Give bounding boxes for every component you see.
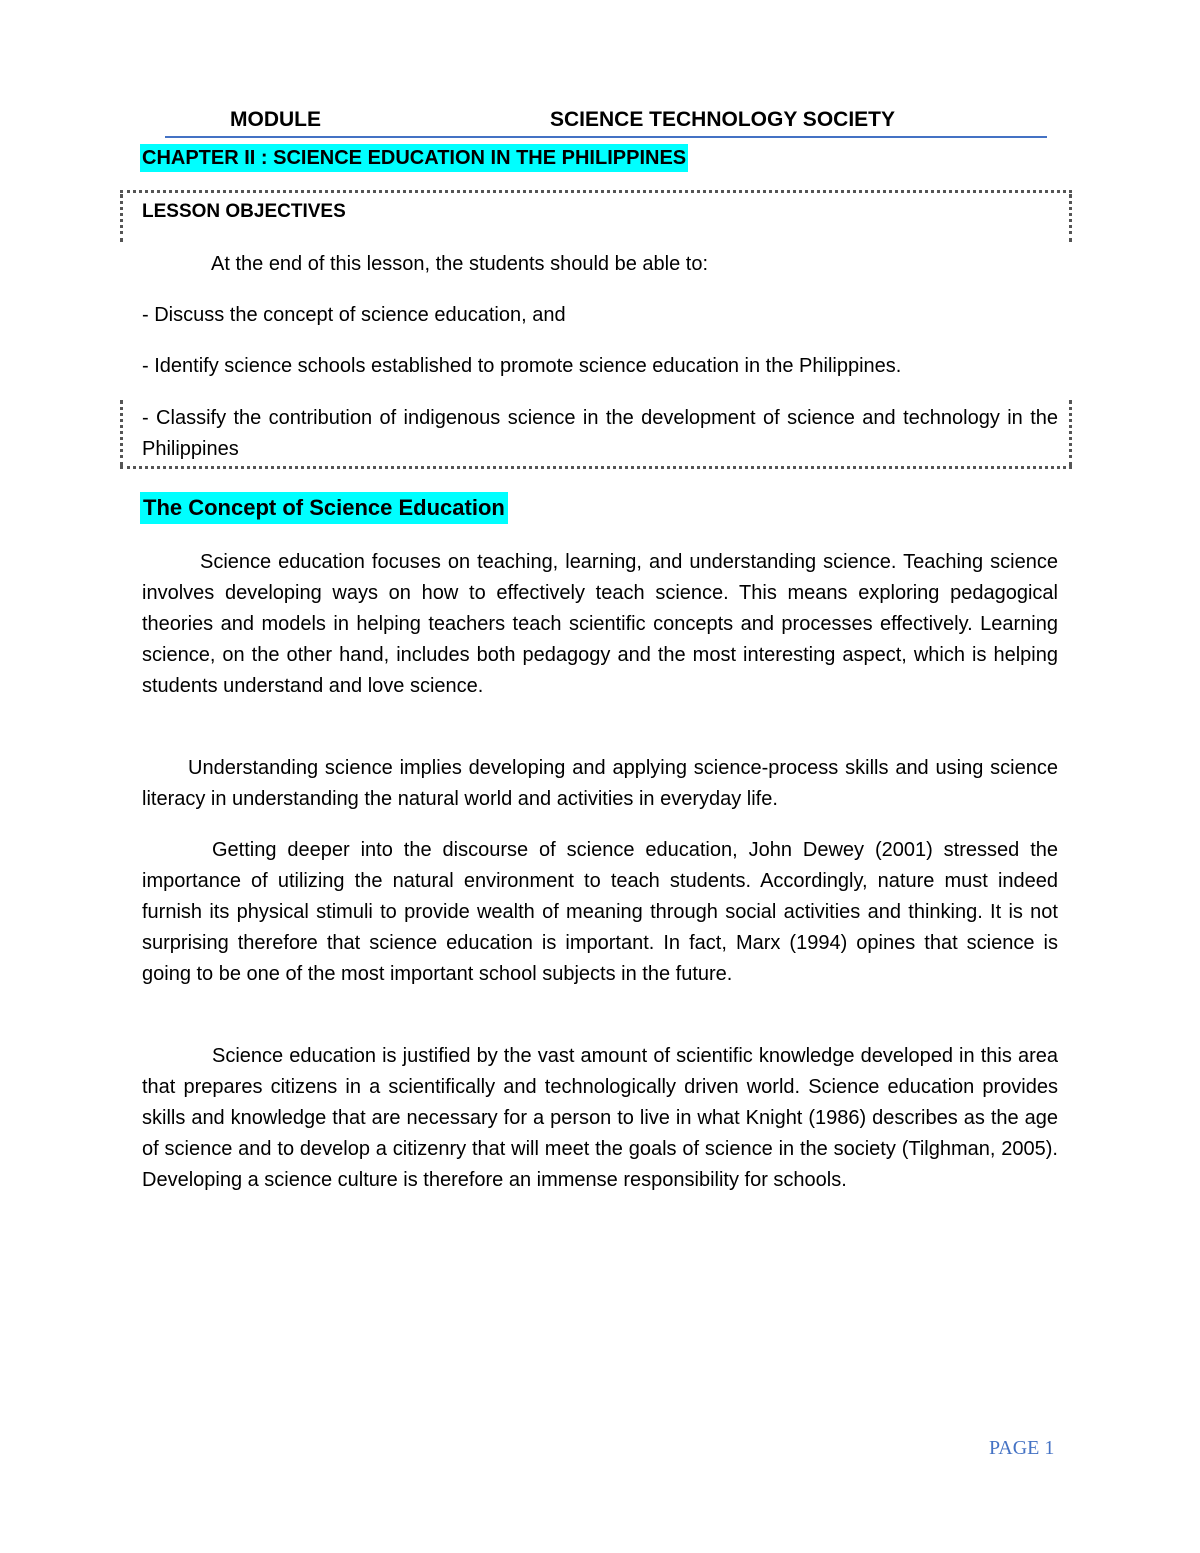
page-number: PAGE 1 <box>989 1437 1055 1459</box>
frame-right-upper <box>1069 194 1072 242</box>
objective-item: - Identify science schools established to promote science education in the Philippines. <box>142 355 902 377</box>
frame-left-upper <box>120 194 123 242</box>
header-module-label: MODULE <box>230 108 321 131</box>
objective-item: - Discuss the concept of science education, and <box>142 304 566 326</box>
paragraph: Getting deeper into the discourse of science education, John Dewey (2001) stressed the importance of utilizing the natural environment to teach students. Accordingly, nature must indeed furnish its physical stimuli to provide wealth of meaning through social activities and thinking. It is not surprising therefore that science education is important. In fact, Marx (1994) opines that science is going to be one of the most important school subjects in the future. <box>142 839 1058 985</box>
frame-top-border <box>120 190 1072 193</box>
lesson-objectives-title: LESSON OBJECTIVES <box>142 201 346 222</box>
frame-right-lower <box>1069 400 1072 466</box>
paragraph: Science education is justified by the vast amount of scientific knowledge developed in this area that prepares citizens in a scientifically and technologically driven world. Science education provides skills and knowledge that are necessary for a person to live in what Knight (1986) describes as the age of science and to develop a citizenry that will meet the goals of science in the society (Tilghman, 2005). Developing a science culture is therefore an immense responsibility for schools. <box>142 1045 1058 1191</box>
chapter-title: CHAPTER II : SCIENCE EDUCATION IN THE PHILIPPINES <box>140 144 688 172</box>
section-title: The Concept of Science Education <box>140 492 508 524</box>
objectives-intro: At the end of this lesson, the students should be able to: <box>211 253 709 275</box>
paragraph: Science education focuses on teaching, learning, and understanding science. Teaching science involves developing ways on how to effectively teach science. This means exploring pedagogical theories and models in helping teachers teach scientific concepts and processes effectively. Learning science, on the other hand, includes both pedagogy and the most interesting aspect, which is helping students understand and love science. <box>142 551 1058 697</box>
header-subject-label: SCIENCE TECHNOLOGY SOCIETY <box>550 108 895 131</box>
module-header <box>165 108 1047 138</box>
frame-bottom-border <box>120 466 1072 469</box>
frame-left-lower <box>120 400 123 466</box>
paragraph: Understanding science implies developing and applying science-process skills and using science literacy in understanding the natural world and activities in everyday life. <box>142 757 1058 810</box>
objective-item: - Classify the contribution of indigenous science in the development of science and technology in the Philippines <box>142 407 1058 460</box>
